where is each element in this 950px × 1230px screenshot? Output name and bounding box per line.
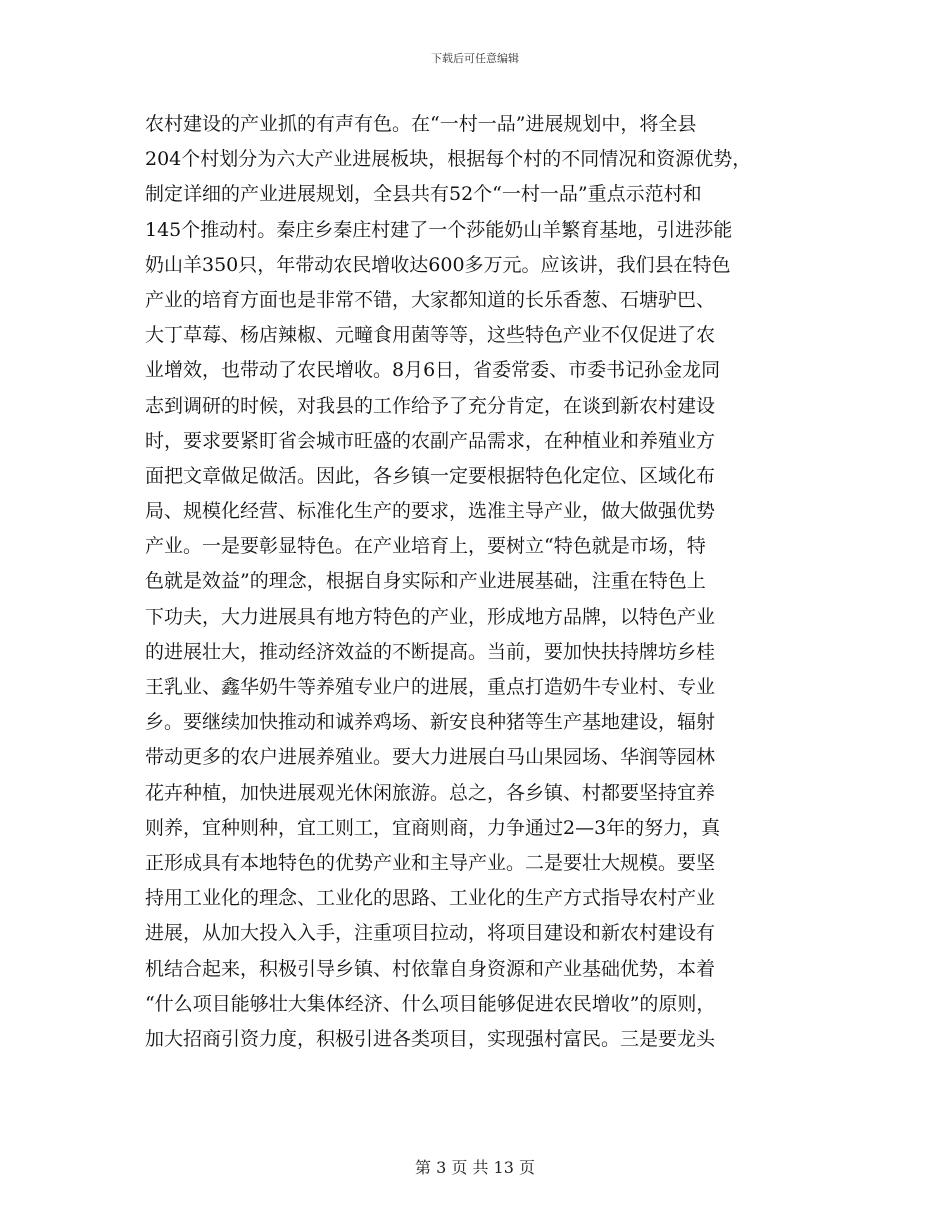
body-line: 机结合起来，积极引导乡镇、村依靠自身资源和产业基础优势，本着	[145, 957, 716, 980]
body-line: 时，要求要紧盯省会城市旺盛的农副产品需求，在种植业和养殖业方	[145, 429, 716, 452]
body-line: 面把文章做足做活。因此，各乡镇一定要根据特色化定位、区域化布	[145, 464, 716, 487]
body-line: 局、规模化经营、标准化生产的要求，选准主导产业，做大做强优势	[145, 500, 716, 523]
body-line: 乡。要继续加快推动和诚养鸡场、新安良种猪等生产基地建设，辐射	[145, 711, 716, 734]
body-line: 志到调研的时候，对我县的工作给予了充分肯定，在谈到新农村建设	[145, 394, 716, 417]
document-body	[145, 107, 820, 1057]
page-number: 第 3 页 共 13 页	[415, 1158, 535, 1177]
body-line: 145个推动村。秦庄乡秦庄村建了一个莎能奶山羊繁育基地，引进莎能	[145, 218, 733, 241]
body-line: “什么项目能够壮大集体经济、什么项目能够促进农民增收”的原则，	[145, 992, 716, 1015]
body-line: 进展，从加大投入入手，注重项目拉动，将项目建设和新农村建设有	[145, 922, 716, 945]
body-line: 奶山羊350只，年带动农民增收达600多万元。应该讲，我们县在特色	[145, 253, 731, 276]
body-line: 带动更多的农户进展养殖业。要大力进展白马山果园场、华润等园林	[145, 746, 716, 769]
body-line: 的进展壮大，推动经济效益的不断提高。当前，要加快扶持牌坊乡桂	[145, 640, 716, 663]
body-line: 制定详细的产业进展规划，全县共有52个“一村一品”重点示范村和	[145, 183, 702, 206]
body-line: 加大招商引资力度，积极引进各类项目，实现强村富民。三是要龙头	[145, 1027, 716, 1050]
body-line: 花卉种植，加快进展观光休闲旅游。总之，各乡镇、村都要坚持宜养	[145, 781, 716, 804]
body-line: 产业的培育方面也是非常不错，大家都知道的长乐香葱、石塘驴巴、	[145, 288, 716, 311]
body-line: 持用工业化的理念、工业化的思路、工业化的生产方式指导农村产业	[145, 887, 716, 910]
body-line: 大丁草莓、杨店辣椒、元疃食用菌等等，这些特色产业不仅促进了农	[145, 324, 716, 347]
body-line: 204个村划分为六大产业进展板块，根据每个村的不同情况和资源优势，	[145, 148, 752, 171]
page-header: 下载后可任意编辑	[431, 52, 519, 65]
body-line: 下功夫，大力进展具有地方特色的产业，形成地方品牌，以特色产业	[145, 605, 716, 628]
body-line: 产业。一是要彰显特色。在产业培育上，要树立“特色就是市场，特	[145, 535, 706, 558]
body-line: 正形成具有本地特色的优势产业和主导产业。二是要壮大规模。要坚	[145, 851, 716, 874]
body-line: 则养，宜种则种，宜工则工，宜商则商，力争通过2—3年的努力，真	[145, 816, 721, 839]
body-line: 业增效，也带动了农民增收。8月6日，省委常委、市委书记孙金龙同	[145, 359, 721, 382]
body-line: 王乳业、鑫华奶牛等养殖专业户的进展，重点打造奶牛专业村、专业	[145, 676, 716, 698]
body-line: 农村建设的产业抓的有声有色。在“一村一品”进展规划中，将全县	[145, 113, 697, 135]
body-line: 色就是效益”的理念，根据自身实际和产业进展基础，注重在特色上	[145, 570, 706, 593]
